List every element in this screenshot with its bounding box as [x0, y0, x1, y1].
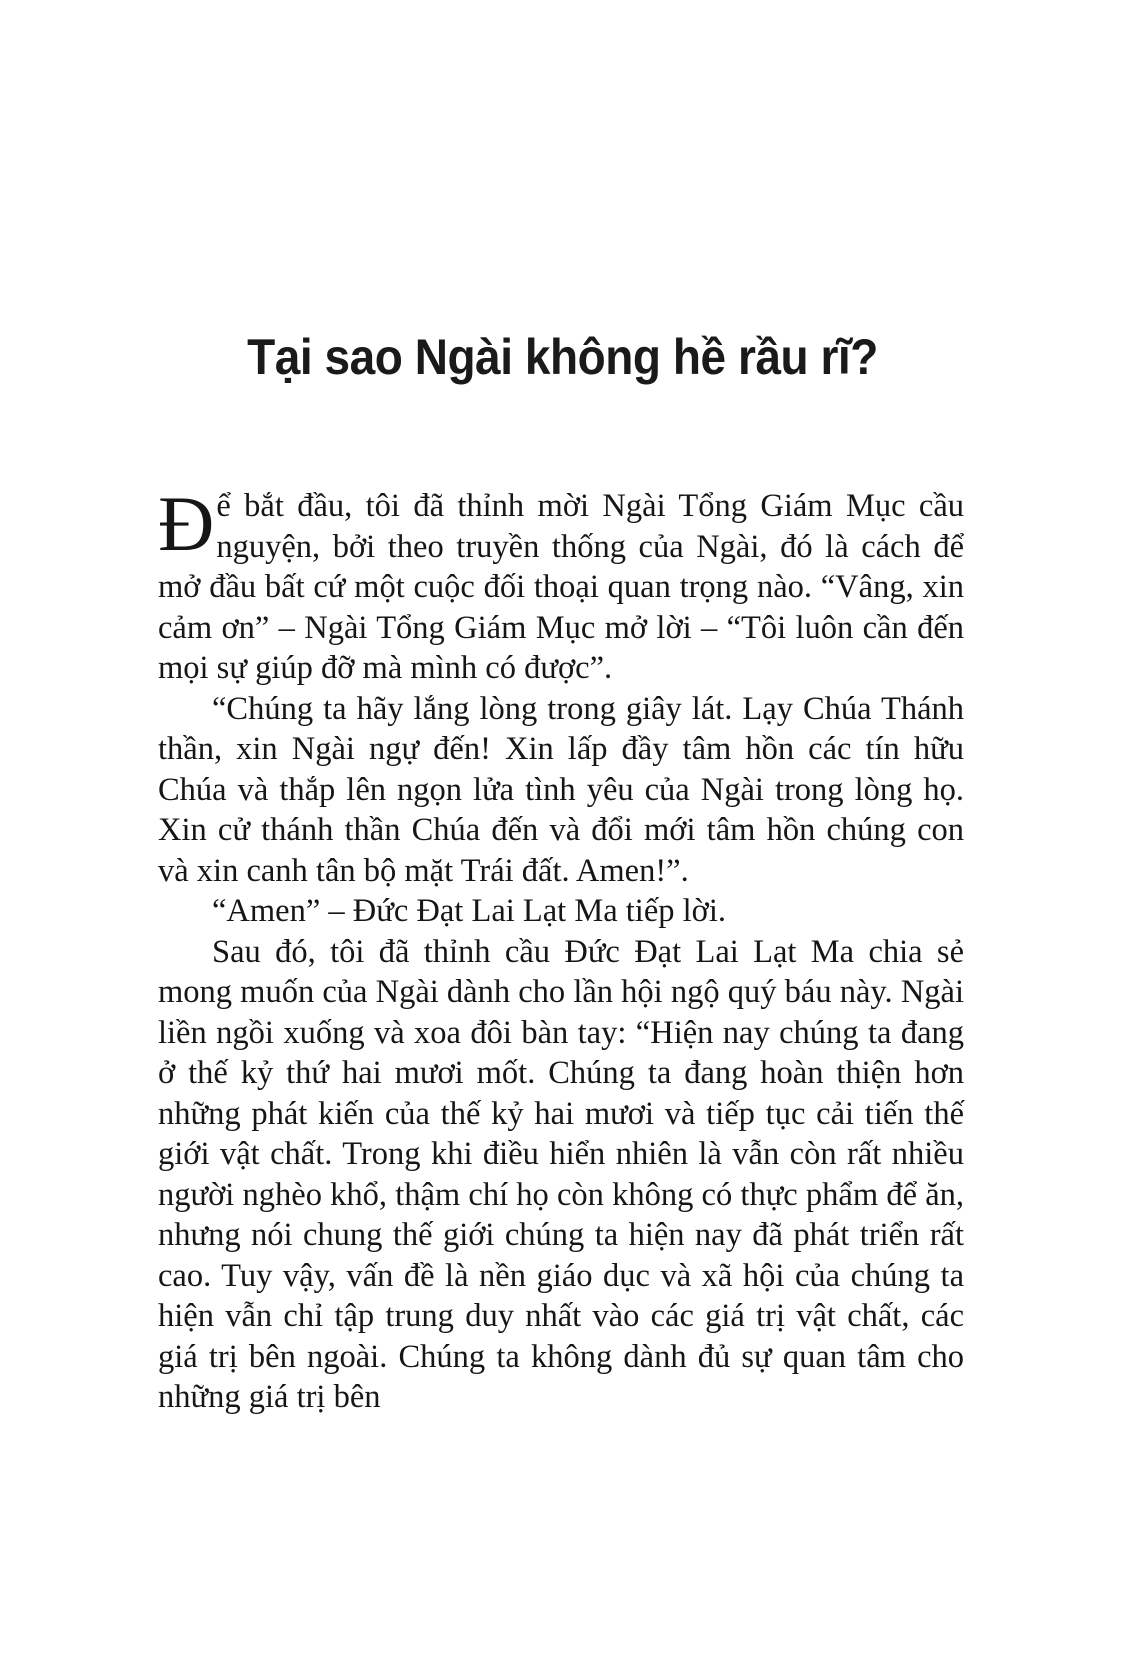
paragraph-4: Sau đó, tôi đã thỉnh cầu Đức Đạt Lai Lạt Ma chia sẻ mong muốn của Ngài dành cho lần hội ngộ quý báu này. Ngài liền ngồi xuống và xoa đôi bàn tay: “Hiện nay chúng ta đang ở thế kỷ thứ hai mươi mốt. Chúng ta đang hoàn thiện hơn những phát kiến của thế kỷ hai mươi và tiếp tục cải tiến thế giới vật chất. Trong khi điều hiển nhiên là vẫn còn rất nhiều người nghèo khổ, thậm chí họ còn không có thực phẩm để ăn, nhưng nói chung thế giới chúng ta hiện nay đã phát triển rất cao. Tuy vậy, vấn đề là nền giáo dục và xã hội của chúng ta hiện vẫn chỉ tập trung duy nhất vào các giá trị vật chất, các giá trị bên ngoài. Chúng ta không dành đủ sự quan tâm cho những giá trị bên [158, 933, 964, 1415]
paragraph-2: “Chúng ta hãy lắng lòng trong giây lát. Lạy Chúa Thánh thần, xin Ngài ngự đến! Xin lấp đầy tâm hồn các tín hữu Chúa và thắp lên ngọn lửa tình yêu của Ngài trong lòng họ. Xin cử thánh thần Chúa đến và đổi mới tâm hồn chúng con và xin canh tân bộ mặt Trái đất. Amen!”. [158, 690, 964, 889]
paragraph-1: Để bắt đầu, tôi đã thỉnh mời Ngài Tổng Giám Mục cầu nguyện, bởi theo truyền thống của Ngài, đó là cách để mở đầu bất cứ một cuộc đối thoại quan trọng nào. “Vâng, xin cảm ơn” – Ngài Tổng Giám Mục mở lời – “Tôi luôn cần đến mọi sự giúp đỡ mà mình có được”. [158, 480, 964, 686]
page-title: Tại sao Ngài không hề rầu rĩ? [247, 328, 878, 385]
body-text-column [158, 480, 964, 1418]
paragraph-3: “Amen” – Đức Đạt Lai Lạt Ma tiếp lời. [212, 893, 727, 929]
